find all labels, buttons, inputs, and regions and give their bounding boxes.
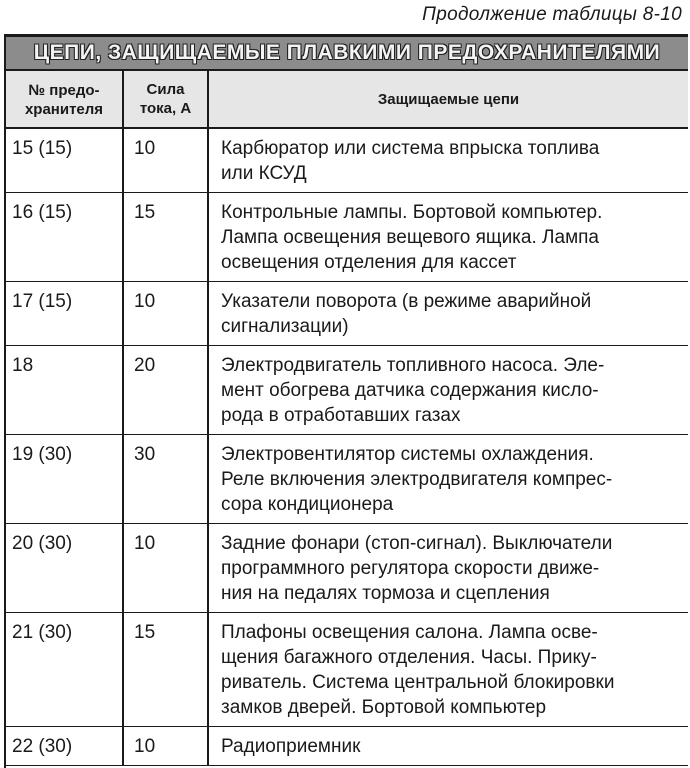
fuse-number-cell: 19 (30)	[12, 444, 73, 465]
current-cell: 15	[122, 613, 207, 726]
header-current-line2: тока, А	[139, 100, 192, 117]
circuits-cell	[207, 193, 688, 281]
circuits-line: Задние фонари (стоп-сигнал). Выключатели	[221, 533, 613, 554]
table-row	[6, 346, 688, 435]
table-row	[6, 282, 688, 346]
fuse-number-cell: 22 (30)	[12, 736, 73, 757]
table-row	[6, 524, 688, 613]
table-row	[6, 129, 688, 193]
circuits-line: освещения отделения для кассет	[221, 252, 517, 273]
header-fuse-number-line2: хранителя	[24, 101, 104, 118]
circuits-line: Плафоны освещения салона. Лампа осве-	[221, 622, 598, 643]
table-header-row	[6, 71, 688, 129]
fuse-number-cell: 21 (30)	[12, 622, 73, 643]
circuits-cell	[207, 727, 688, 765]
circuits-line: щения багажного отделения. Часы. Прику-	[221, 647, 597, 668]
table-body	[6, 129, 688, 766]
circuits-line: замков дверей. Бортовой компьютер	[221, 697, 547, 718]
circuits-line: сора кондиционера	[221, 494, 394, 515]
current-cell: 10	[122, 129, 207, 192]
circuits-cell	[207, 282, 688, 345]
circuits-line: риватель. Система центральной блокировки	[221, 672, 615, 693]
circuits-cell	[207, 435, 688, 523]
circuits-line: Карбюратор или система впрыска топлива	[221, 138, 600, 159]
fuse-number-cell: 20 (30)	[12, 533, 73, 554]
table-row	[6, 727, 688, 766]
fuse-number-cell: 17 (15)	[12, 291, 73, 312]
circuits-line: ния на педалях тормоза и сцепления	[221, 583, 550, 604]
circuits-line: или КСУД	[221, 163, 307, 184]
header-fuse-number	[6, 71, 122, 127]
header-fuse-number-line1: № предо-	[28, 82, 100, 99]
fuse-number-cell: 15 (15)	[12, 138, 73, 159]
circuits-line: Электровентилятор системы охлаждения.	[221, 444, 594, 465]
circuits-line: Реле включения электродвигателя компрес-	[221, 469, 613, 490]
circuits-cell	[207, 129, 688, 192]
header-current-line1: Сила	[146, 81, 185, 98]
header-circuits: Защищаемые цепи	[207, 71, 688, 127]
table-row	[6, 193, 688, 282]
circuits-line: сигнализации)	[221, 316, 349, 337]
circuits-line: Контрольные лампы. Бортовой компьютер.	[221, 202, 603, 223]
current-cell: 10	[122, 727, 207, 765]
circuits-line: мент обогрева датчика содержания кисло-	[221, 380, 599, 401]
table-row	[6, 613, 688, 727]
fuse-number-cell: 18	[12, 355, 34, 376]
circuits-line: Лампа освещения вещевого ящика. Лампа	[221, 227, 599, 248]
table-title: ЦЕПИ, ЗАЩИЩАЕМЫЕ ПЛАВКИМИ ПРЕДОХРАНИТЕЛЯМИ	[6, 37, 688, 71]
fuse-table	[4, 34, 688, 768]
circuits-line: Указатели поворота (в режиме аварийной	[221, 291, 592, 312]
circuits-line: программного регулятора скорости движе-	[221, 558, 600, 579]
table-continuation-caption: Продолжение таблицы 8-10	[422, 4, 682, 25]
current-cell: 10	[122, 524, 207, 612]
header-current	[122, 71, 207, 127]
circuits-cell	[207, 346, 688, 434]
circuits-line: Электродвигатель топливного насоса. Эле-	[221, 355, 605, 376]
circuits-cell	[207, 613, 688, 726]
current-cell: 10	[122, 282, 207, 345]
circuits-line: рода в отработавших газах	[221, 405, 461, 426]
circuits-line: Радиоприемник	[221, 736, 361, 757]
circuits-cell	[207, 524, 688, 612]
current-cell: 20	[122, 346, 207, 434]
fuse-number-cell: 16 (15)	[12, 202, 73, 223]
current-cell: 15	[122, 193, 207, 281]
current-cell: 30	[122, 435, 207, 523]
table-row	[6, 435, 688, 524]
